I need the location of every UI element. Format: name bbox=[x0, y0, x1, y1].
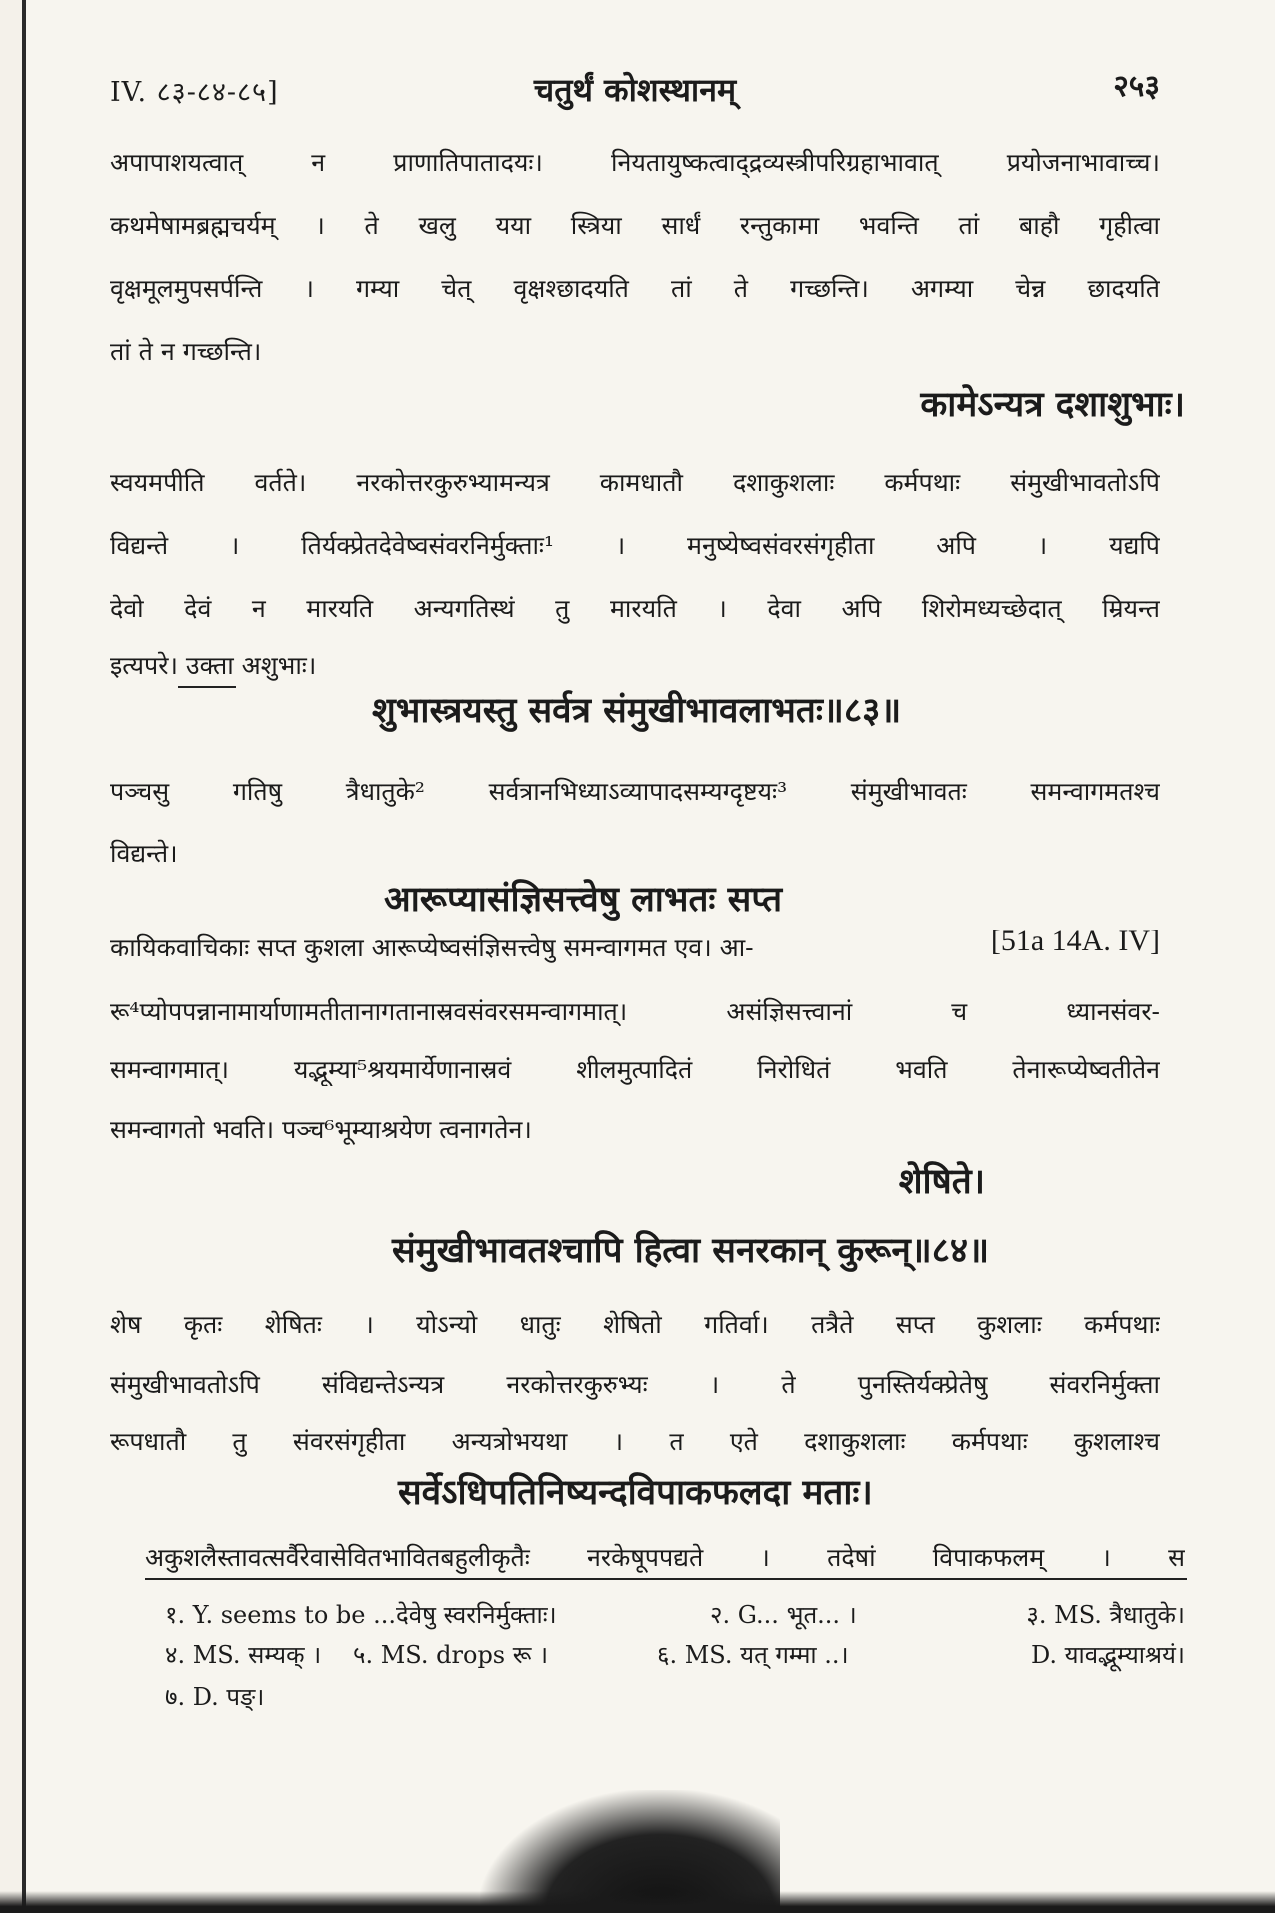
verse-heading: शेषिते। bbox=[898, 1161, 985, 1202]
text-line: समन्वागतो भवति। पञ्च⁶भूम्याश्रयेण त्वनागतेन। bbox=[110, 1115, 532, 1144]
text-line: तां ते न गच्छन्ति। bbox=[110, 337, 262, 366]
section-divider bbox=[178, 686, 236, 688]
verse-heading: सर्वेऽधिपतिनिष्यन्दविपाकफलदा मताः। bbox=[398, 1472, 873, 1513]
footnote: ७. D. पङ्। bbox=[165, 1683, 265, 1711]
text-line: रूपधातौ तु संवरसंगृहीता अन्यत्रोभयथा । त एते दशाकुशलाः कर्मपथाः कुशलाश्च bbox=[110, 1427, 1160, 1456]
text-line: अकुशलैस्तावत्सर्वैरेवासेवितभावितबहुलीकृतैः नरकेषूपपद्यते । तदेषां विपाकफलम् । स bbox=[145, 1543, 1185, 1572]
page-header bbox=[110, 62, 1160, 112]
text-line bbox=[110, 930, 1160, 964]
text-line: इत्यपरे। उक्ता अशुभाः। bbox=[110, 651, 317, 680]
text-line: अपापाशयत्वात् न प्राणातिपातादयः। नियतायुष्कत्वाद्द्रव्यस्त्रीपरिग्रहाभावात् प्रयोजनाभावाच्च। bbox=[110, 148, 1160, 177]
footnote: D. यावद्भूम्याश्रयं। bbox=[1030, 1641, 1185, 1669]
text-line: रू⁴प्योपपन्नानामार्याणामतीतानागतानास्रवसंवरसमन्वागमात्। असंज्ञिसत्त्वानां च ध्यानसंवर- bbox=[110, 997, 1160, 1026]
text-line: पञ्चसु गतिषु त्रैधातुके² सर्वत्रानभिध्याऽव्यापादसम्यग्दृष्टयः³ संमुखीभावतः समन्वागमतश्च bbox=[110, 777, 1160, 806]
text-line: वृक्षमूलमुपसर्पन्ति । गम्या चेत् वृक्षश्छादयति तां ते गच्छन्ति। अगम्या चेन्न छादयति bbox=[110, 274, 1160, 303]
footnote: २. G... भूत... । bbox=[710, 1601, 857, 1629]
text-segment: कायिकवाचिकाः सप्त कुशला आरूप्येष्वसंज्ञिसत्त्वेषु समन्वागमत एव। आ- bbox=[110, 933, 754, 962]
text-line: शेष कृतः शेषितः । योऽन्यो धातुः शेषितो गतिर्वा। तत्रैते सप्त कुशलाः कर्मपथाः bbox=[110, 1310, 1160, 1339]
verse-heading: संमुखीभावतश्चापि हित्वा सनरकान् कुरून्॥८४॥ bbox=[392, 1230, 990, 1271]
text-line: कथमेषामब्रह्मचर्यम् । ते खलु यया स्त्रिया सार्धं रन्तुकामा भवन्ति तां बाहौ गृहीत्वा bbox=[110, 211, 1160, 240]
running-title: चतुर्थं कोशस्थानम् bbox=[533, 71, 737, 109]
text-line: स्वयमपीति वर्तते। नरकोत्तरकुरुभ्यामन्यत्र कामधातौ दशाकुशलाः कर्मपथाः संमुखीभावतोऽपि bbox=[110, 468, 1160, 497]
page-number: २५३ bbox=[1113, 69, 1160, 104]
footnote: ४. MS. सम्यक् । bbox=[165, 1641, 322, 1669]
scan-edge bbox=[0, 1891, 1275, 1913]
text-line: विद्यन्ते। bbox=[110, 839, 178, 868]
text-line: देवो देवं न मारयति अन्यगतिस्थं तु मारयति । देवा अपि शिरोमध्यच्छेदात् म्रियन्त bbox=[110, 594, 1160, 623]
chapter-verse-ref: IV. ८३-८४-८५] bbox=[110, 77, 279, 108]
footnote: ५. MS. drops रू । bbox=[353, 1641, 549, 1669]
manuscript-folio-ref: [51a 14A. IV] bbox=[990, 930, 1160, 957]
verse-heading: आरूप्यासंज्ञिसत्त्वेषु लाभतः सप्त bbox=[384, 879, 783, 920]
text-line: संमुखीभावतोऽपि संविद्यन्तेऽन्यत्र नरकोत्तरकुरुभ्यः । ते पुनस्तिर्यक्प्रेतेषु संवरनिर्मुक्ता bbox=[110, 1370, 1160, 1399]
text-line: समन्वागमात्। यद्भूम्या⁵श्रयमार्येणानास्रवं शीलमुत्पादितं निरोधितं भवति तेनारूप्येष्वतीतेन bbox=[110, 1055, 1160, 1084]
footnote-rule bbox=[145, 1578, 1187, 1580]
footnote: ३. MS. त्रैधातुके। bbox=[1026, 1601, 1185, 1629]
verse-heading: कामेऽन्यत्र दशाशुभाः। bbox=[920, 384, 1185, 425]
text-line: विद्यन्ते । तिर्यक्प्रेतदेवेष्वसंवरनिर्मुक्ताः¹ । मनुष्येष्वसंवरसंगृहीता अपि । यद्यपि bbox=[110, 531, 1160, 560]
verse-heading: शुभास्त्रयस्तु सर्वत्र संमुखीभावलाभतः॥८३॥ bbox=[372, 690, 902, 731]
footnote: १. Y. seems to be ...देवेषु स्वरनिर्मुक्ताः। bbox=[165, 1601, 557, 1629]
footnote: ६. MS. यत् गम्मा ..। bbox=[657, 1641, 849, 1669]
